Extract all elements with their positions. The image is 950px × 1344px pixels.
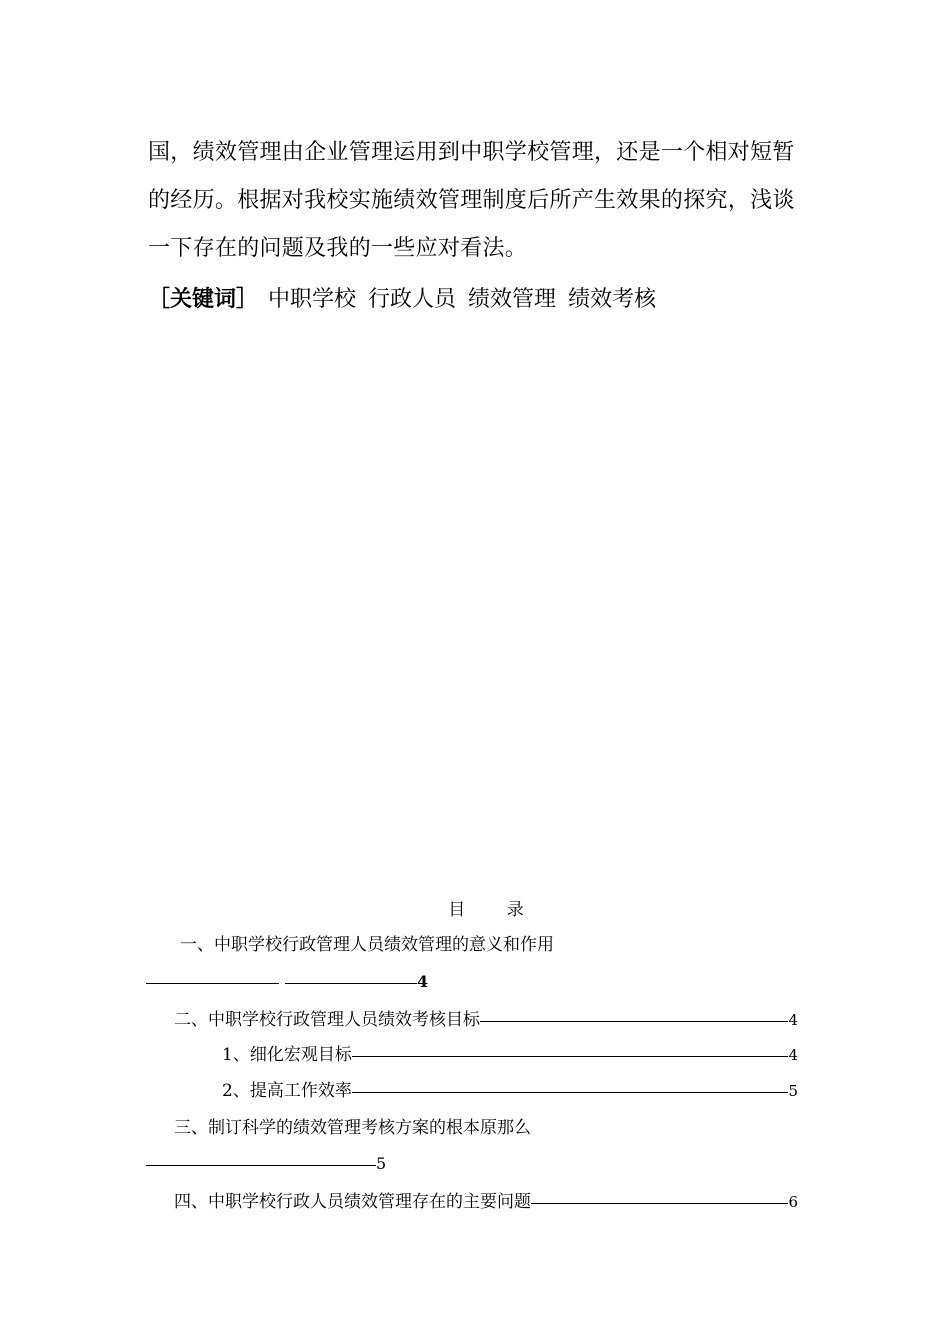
toc-entry[interactable] xyxy=(180,933,554,957)
toc-entry-label: 四、中职学校行政人员绩效管理存在的主要问题 xyxy=(174,1192,531,1212)
toc-entry-label: 一、中职学校行政管理人员绩效管理的意义和作用 xyxy=(180,935,554,955)
toc-entry[interactable] xyxy=(174,1116,531,1140)
abstract-paragraph xyxy=(148,129,808,273)
toc-leader xyxy=(352,1092,789,1093)
keyword-item: 中职学校 xyxy=(268,287,357,312)
toc-leader xyxy=(480,1021,788,1022)
toc-entry-page: 4 xyxy=(788,1011,798,1029)
toc-leader xyxy=(146,983,279,984)
abstract-line: 国，绩效管理由企业管理运用到中职学校管理，还是一个相对短暂 xyxy=(148,140,795,165)
keyword-item: 行政人员 xyxy=(368,287,457,312)
keywords-line xyxy=(148,282,668,318)
toc-entry-page: 5 xyxy=(376,1154,387,1173)
toc-entry-page: 6 xyxy=(788,1193,798,1211)
toc-entry[interactable] xyxy=(174,1190,798,1214)
toc-entry[interactable] xyxy=(174,1008,798,1032)
toc-entry-label: 2、提高工作效率 xyxy=(222,1081,352,1101)
toc-entry[interactable] xyxy=(222,1043,798,1067)
toc-entry-label: 1、细化宏观目标 xyxy=(222,1045,352,1065)
keyword-item: 绩效管理 xyxy=(468,287,557,312)
toc-leader xyxy=(352,1056,789,1057)
keywords-label: ［关键词］ xyxy=(148,287,259,312)
toc-entry-label: 三、制订科学的绩效管理考核方案的根本原那么 xyxy=(174,1118,531,1138)
toc-leader xyxy=(285,983,417,984)
toc-leader xyxy=(531,1203,788,1204)
abstract-line: 一下存在的问题及我的一些应对看法。 xyxy=(148,236,528,261)
abstract-line: 的经历。根据对我校实施绩效管理制度后所产生效果的探究，浅谈 xyxy=(148,188,795,213)
toc-entry-leader-line xyxy=(146,972,428,992)
toc-entry-leader-line xyxy=(146,1154,386,1174)
toc-leader xyxy=(146,1165,376,1166)
toc-title: 目 录 xyxy=(448,900,542,920)
toc-entry-page: 4 xyxy=(417,972,429,991)
keyword-item: 绩效考核 xyxy=(568,287,657,312)
toc-entry[interactable] xyxy=(222,1079,798,1103)
toc-entry-page: 5 xyxy=(788,1082,798,1100)
toc-entry-page: 4 xyxy=(788,1046,798,1064)
toc-entry-label: 二、中职学校行政管理人员绩效考核目标 xyxy=(174,1010,480,1030)
